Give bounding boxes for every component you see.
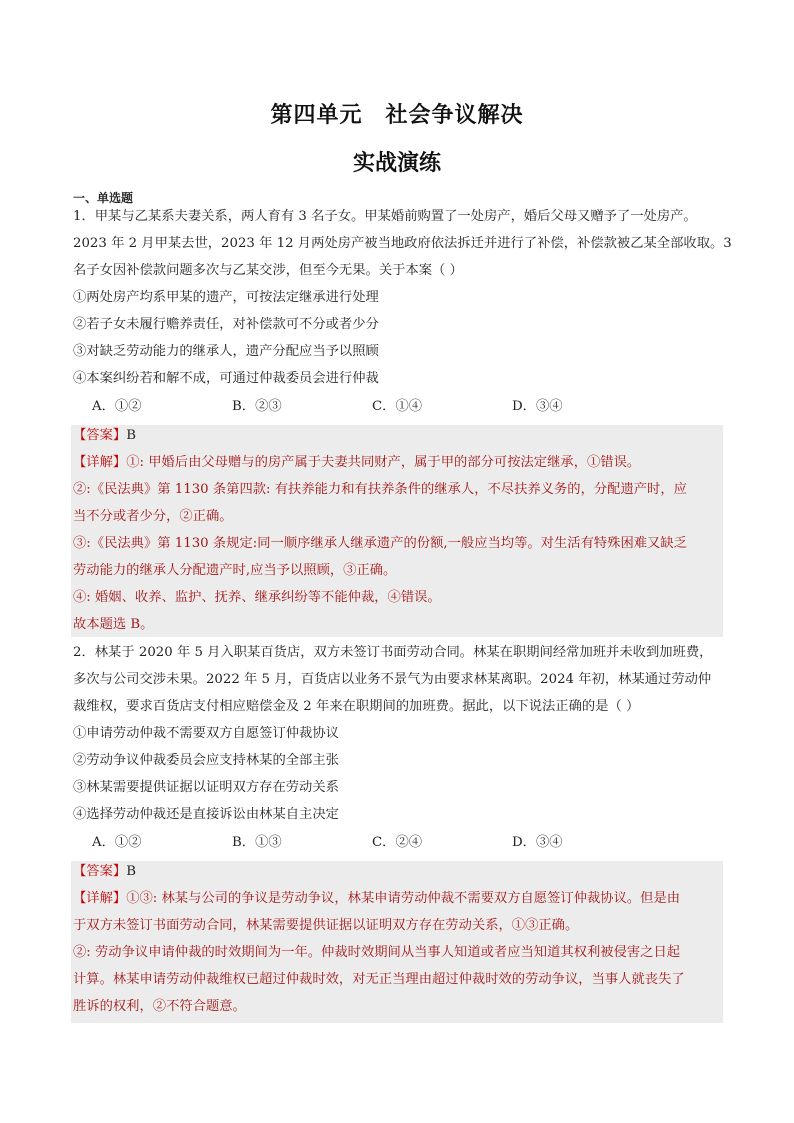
detail-tail: ④ <box>387 590 401 605</box>
q1-statement: ①两处房产均系甲某的遗产，可按法定继承进行处理 <box>73 290 379 305</box>
detail-lead: ② <box>73 482 87 497</box>
q1-statement: ④本案纠纷若和解不成，可通过仲裁委员会进行仲裁 <box>73 371 379 386</box>
q1-stem-line: 1．甲某与乙某系夫妻关系，两人育有 3 名子女。甲某婚前购置了一处房产，婚后父母又赠予了一处房产。 <box>73 209 697 224</box>
q2-options <box>92 833 652 853</box>
detail-lead: ① <box>126 455 140 470</box>
q1-statement: ③对缺乏劳动能力的继承人，遗产分配应当予以照顾 <box>73 344 379 359</box>
q2-statement: ①申请劳动仲裁不需要双方自愿签订仲裁协议 <box>73 726 339 741</box>
detail-text: :《民法典》第 1130 条规定:同一顺序继承人继承遗产的份额,一般应当均等。对生活有特殊困难又缺乏 <box>86 536 687 551</box>
q2-detail-line <box>73 916 729 936</box>
q2-stem-line: 多次与公司交涉未果。2022 年 5 月，百货店以业务不景气为由要求林某离职。2024 年初，林某通过劳动仲 <box>73 672 712 687</box>
detail-tail: ① <box>587 455 601 470</box>
detail-lead: ④ <box>73 590 87 605</box>
q1-statement: ②若子女未履行赡养责任，对补偿款可不分或者少分 <box>73 317 379 332</box>
q1-detail-line <box>73 453 729 473</box>
page-subtitle: 实战演练 <box>352 151 441 176</box>
q2-stem-line: 2．林某于 2020 年 5 月入职某百货店，双方未签订书面劳动合同。林某在职期间经常加班并未收到加班费， <box>73 645 713 660</box>
detail-end: 错误。 <box>400 590 441 605</box>
section-heading: 一、单选题 <box>73 191 134 205</box>
q1-option-c: C．①④ <box>372 399 423 414</box>
q1-stem-line: 2023 年 2 月甲某去世，2023 年 12 月两处房产被当地政府依法拆迁并进行了补偿，补偿款被乙某全部收取。3 <box>73 236 732 251</box>
detail-tail: ② <box>152 999 167 1014</box>
detail-text: : 劳动争议申请仲裁的时效期间为一年。仲裁时效期间从当事人知道或者应当知道其权利被侵害之日起 <box>86 945 681 960</box>
answer-value: B <box>126 428 136 443</box>
q2-detail-line <box>73 997 729 1017</box>
detail-text: : 甲婚后由父母赠与的房产属于夫妻共同财产，属于甲的部分可按法定继承， <box>139 455 587 470</box>
detail-end: 错误。 <box>600 455 641 470</box>
q2-detail-line <box>73 889 729 909</box>
q2-option-b: B．①③ <box>232 835 282 850</box>
page-title: 第四单元 社会争议解决 <box>270 103 524 128</box>
q2-statement: ④选择劳动仲裁还是直接诉讼由林某自主决定 <box>73 807 339 822</box>
q1-detail-line <box>73 561 729 581</box>
q1-stem-line: 名子女因补偿款问题多次与乙某交涉，但至今无果。关于本案（ ） <box>73 263 463 278</box>
q1-option-a: A．①② <box>92 399 142 414</box>
detail-label: 【详解】 <box>73 455 127 470</box>
q2-detail-line <box>73 943 729 963</box>
detail-text: : 婚姻、收养、监护、抚养、继承纠纷等不能仲裁， <box>86 590 388 605</box>
detail-tail: ①③ <box>511 918 539 933</box>
detail-text: 当不分或者少分， <box>73 509 180 524</box>
detail-end: 正确。 <box>356 563 397 578</box>
detail-text: 胜诉的权利， <box>73 999 153 1014</box>
detail-end: 不符合题意。 <box>166 999 246 1014</box>
q1-detail-line <box>73 480 729 500</box>
detail-text: 计算。林某申请劳动仲裁维权已超过仲裁时效，对无正当理由超过仲裁时效的劳动争议，当事人就丧失了 <box>73 972 685 987</box>
detail-label: 【详解】 <box>73 891 127 906</box>
detail-tail: ② <box>179 509 193 524</box>
q2-statement: ②劳动争议仲裁委员会应支持林某的全部主张 <box>73 753 339 768</box>
detail-text: 劳动能力的继承人分配遗产时,应当予以照顾， <box>73 563 344 578</box>
detail-lead: ② <box>73 945 87 960</box>
q2-stem-line: 裁维权，要求百货店支付相应赔偿金及 2 年来在职期间的加班费。据此，以下说法正确的是（ ） <box>73 699 640 714</box>
q1-detail-line <box>73 534 729 554</box>
q2-option-c: C．②④ <box>372 835 423 850</box>
q2-answer <box>73 862 729 882</box>
q1-conclusion: 故本题选 B。 <box>73 617 154 632</box>
q2-option-a: A．①② <box>92 835 142 850</box>
detail-lead: ①③ <box>126 891 153 906</box>
detail-end: 正确。 <box>538 918 579 933</box>
q2-detail-line <box>73 970 729 990</box>
detail-text: : 林某与公司的争议是劳动争议，林某申请劳动仲裁不需要双方自愿签订仲裁协议。但是由 <box>152 891 681 906</box>
q2-statement: ③林某需要提供证据以证明双方存在劳动关系 <box>73 780 339 795</box>
q1-detail-line <box>73 507 729 527</box>
detail-end: 正确。 <box>192 509 233 524</box>
detail-tail: ③ <box>343 563 357 578</box>
detail-lead: ③ <box>73 536 87 551</box>
detail-text: :《民法典》第 1130 条第四款: 有扶养能力和有扶养条件的继承人，不尽扶养义务的，分配遗产时，应 <box>86 482 687 497</box>
q1-options <box>92 397 652 417</box>
answer-value: B <box>126 864 136 879</box>
q2-option-d: D．③④ <box>512 835 563 850</box>
q1-detail-line <box>73 588 729 608</box>
q1-option-b: B．②③ <box>232 399 282 414</box>
answer-label: 【答案】 <box>73 428 127 443</box>
detail-text: 于双方未签订书面劳动合同，林某需要提供证据以证明双方存在劳动关系， <box>73 918 512 933</box>
q1-option-d: D．③④ <box>512 399 563 414</box>
q1-answer <box>73 426 729 446</box>
answer-label: 【答案】 <box>73 864 127 879</box>
